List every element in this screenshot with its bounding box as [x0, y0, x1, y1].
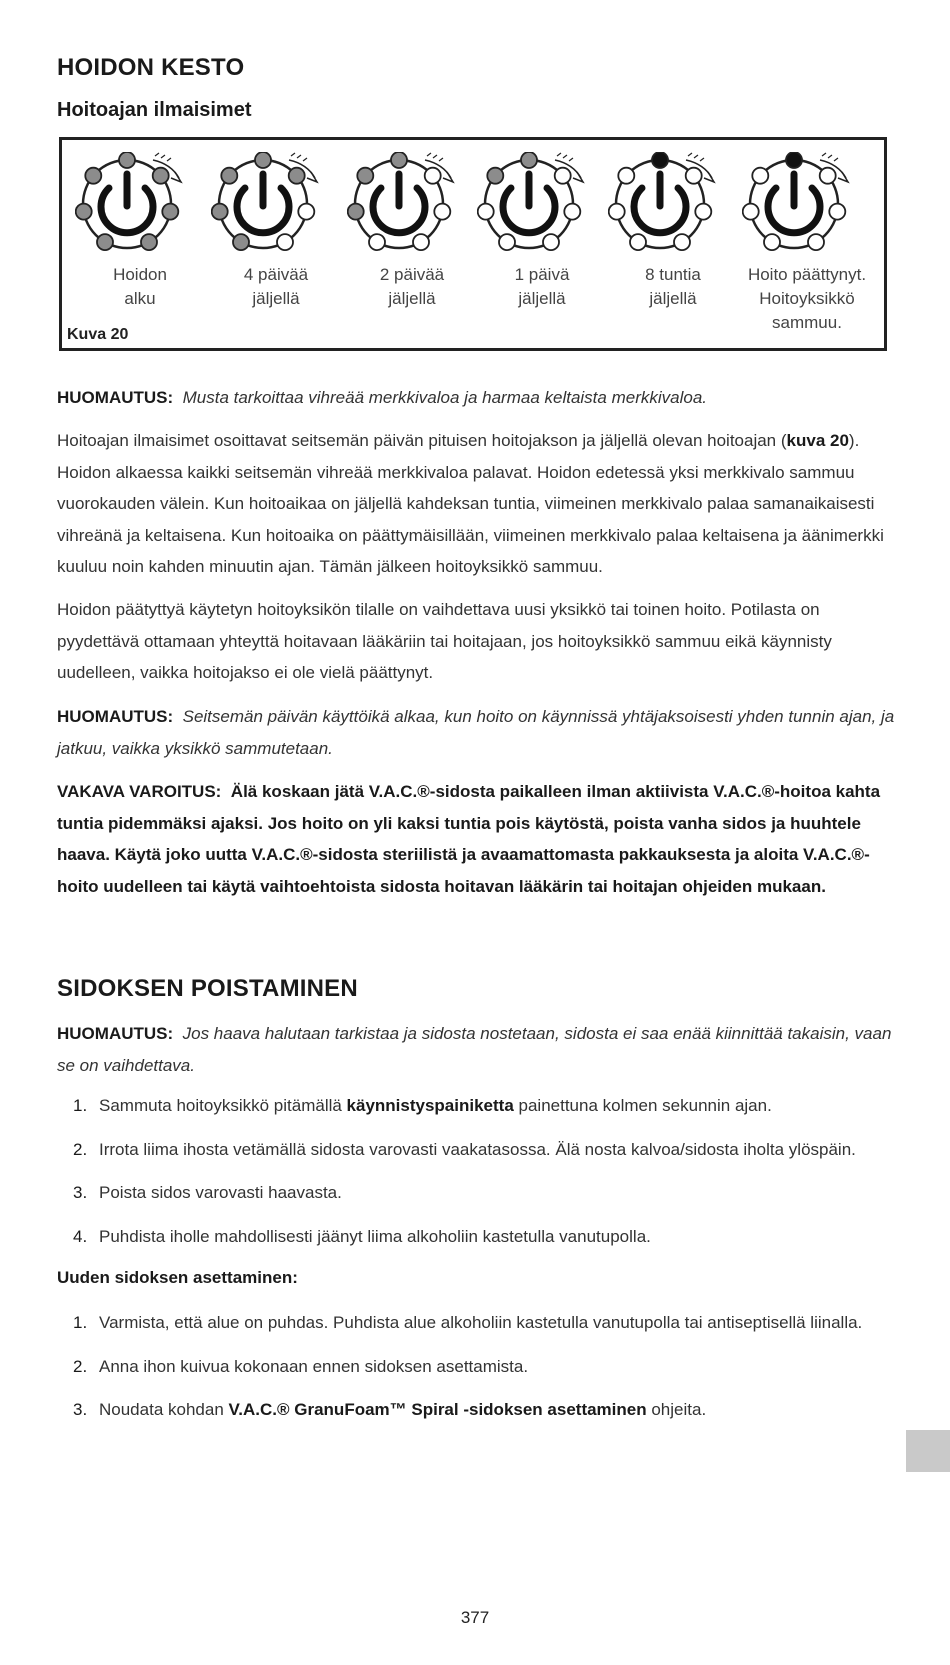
step-number: 3. [73, 1183, 88, 1202]
step-number: 2. [73, 1356, 88, 1376]
indicator-5 [605, 152, 741, 311]
indicator-4 [474, 152, 610, 311]
indicator-light [674, 234, 690, 250]
power-indicator-icon [211, 152, 341, 260]
indicator-label: 1 päivä jäljellä [514, 265, 570, 308]
indicator-light [521, 152, 537, 168]
subsection-title-indicators: Hoitoajan ilmaisimet [57, 99, 252, 121]
indicator-light [119, 152, 135, 168]
indicator-light [255, 152, 271, 168]
chapter-tab-marker [906, 1430, 950, 1472]
removal-steps-list [57, 1094, 897, 1268]
section-title-duration: HOIDON KESTO [57, 54, 245, 81]
step-number: 1. [73, 1096, 88, 1115]
note-recheck [57, 1018, 897, 1081]
subhead-new-dressing: Uuden sidoksen asettaminen: [57, 1268, 298, 1287]
step-number: 2. [73, 1139, 88, 1159]
power-indicator-icon [742, 152, 872, 260]
indicator-light [652, 152, 668, 168]
indicator-label: Hoidon alku [113, 265, 167, 308]
indicator-2 [208, 152, 344, 311]
emphasis: V.A.C.® GranuFoam™ Spiral -sidoksen asettaminen [228, 1400, 647, 1419]
serious-warning [57, 776, 897, 902]
section-title-removal: SIDOKSEN POISTAMINEN [57, 975, 358, 1002]
indicator-light [141, 234, 157, 250]
indicator-light [97, 234, 113, 250]
step-number: 4. [73, 1226, 88, 1246]
indicator-light [609, 204, 625, 220]
note-text: Musta tarkoittaa vihreää merkkivaloa ja harmaa keltaista merkkivaloa. [182, 388, 707, 407]
list-item: 1. Varmista, että alue on puhdas. Puhdista alue alkoholiin kastetulla vanutupolla tai antiseptisellä liinalla. [57, 1311, 897, 1355]
indicator-light [743, 204, 759, 220]
indicator-light [391, 152, 407, 168]
page-number: 377 [460, 1608, 490, 1627]
indicator-label: 8 tuntia jäljellä [645, 265, 701, 308]
indicator-light [434, 204, 450, 220]
figure-reference: kuva 20 [786, 431, 849, 450]
indicator-label: 2 päivää jäljellä [379, 265, 445, 308]
list-item: 3. Noudata kohdan V.A.C.® GranuFoam™ Spiral -sidoksen asettaminen ohjeita. [57, 1398, 897, 1442]
indicator-light [153, 168, 169, 184]
power-indicator-icon [75, 152, 205, 260]
list-item: 4. Puhdista iholle mahdollisesti jäänyt liima alkoholiin kastetulla vanutupolla. [57, 1225, 897, 1269]
indicator-label: Hoito päättynyt. Hoitoyksikkö sammuu. [747, 265, 867, 332]
indicator-light [478, 204, 494, 220]
list-item: 2. Anna ihon kuivua kokonaan ennen sidoksen asettamista. [57, 1355, 897, 1399]
note-label: HUOMAUTUS: [57, 1024, 174, 1043]
note-lifetime [57, 701, 897, 764]
paragraph-replacement: Hoidon päätyttyä käytetyn hoitoyksikön tilalle on vaihdettava uusi yksikkö tai toinen hoito. Potilasta on pyydettävä ottamaan yhteyttä hoitavaan lääkäriin tai hoitajaan, jos hoitoyksikkö sammuu eikä käynnisty uudelleen, vaikka hoitojakso ei ole vielä päättynyt. [57, 600, 832, 682]
power-indicator-icon [608, 152, 738, 260]
indicator-3 [344, 152, 480, 311]
list-item: 3. Poista sidos varovasti haavasta. [57, 1181, 897, 1225]
indicator-light [829, 204, 845, 220]
indicator-light [808, 234, 824, 250]
indicator-light [212, 204, 228, 220]
note-black-gray [57, 382, 897, 414]
paragraph-indicators: Hoitoajan ilmaisimet osoittavat seitsemän päivän pituisen hoitojakson ja jäljellä olevan hoitoajan (kuva 20). Hoidon alkaessa kaikki seitsemän vihreää merkkivaloa palavat. Hoidon edetessä yksi merkkivalo sammuu vuorokauden välein. Kun hoitoaikaa on jäljellä kahdeksan tuntia, viimeinen merkkivalo palaa samanaikaisesti vihreänä ja keltaisena. Kun hoitoaika on päättymäisillään, viimeinen merkkivalo palaa keltaisena ja äänimerkki kuuluu noin kahden minuutin ajan. Tämän jälkeen hoitoyksikkö sammuu. [57, 431, 884, 576]
indicator-light [357, 168, 373, 184]
emphasis: käynnistyspainiketta [346, 1096, 514, 1115]
indicator-light [413, 234, 429, 250]
indicator-light [555, 168, 571, 184]
indicator-light [348, 204, 364, 220]
indicator-label: 4 päivää jäljellä [243, 265, 309, 308]
indicator-6 [739, 152, 875, 335]
list-item: 2. Irrota liima ihosta vetämällä sidosta varovasti vaakatasossa. Älä nosta kalvoa/sidosta iholta ylöspäin. [57, 1138, 897, 1182]
indicator-light [369, 234, 385, 250]
step-number: 1. [73, 1313, 88, 1332]
indicator-light [298, 204, 314, 220]
list-item: 1. Sammuta hoitoyksikkö pitämällä käynnistyspainiketta painettuna kolmen sekunnin ajan. [57, 1094, 897, 1138]
indicator-light [221, 168, 237, 184]
new-dressing-steps-list [57, 1311, 897, 1442]
indicator-light [786, 152, 802, 168]
note-label: HUOMAUTUS: [57, 707, 174, 726]
note-text: Seitsemän päivän käyttöikä alkaa, kun hoito on käynnissä yhtäjaksoisesti yhden tunnin ajan, ja jatkuu, vaikka yksikkö sammutetaan. [57, 707, 895, 758]
indicator-light [76, 204, 92, 220]
indicator-light [618, 168, 634, 184]
power-indicator-icon [477, 152, 607, 260]
indicator-light [543, 234, 559, 250]
warning-label: VAKAVA VAROITUS: [57, 782, 222, 801]
note-label: HUOMAUTUS: [57, 388, 174, 407]
figure-20 [59, 137, 887, 351]
power-indicator-icon [347, 152, 477, 260]
indicator-light [233, 234, 249, 250]
indicator-light [695, 204, 711, 220]
indicator-1 [72, 152, 208, 311]
indicator-light [686, 168, 702, 184]
indicator-light [630, 234, 646, 250]
indicator-light [162, 204, 178, 220]
step-number: 3. [73, 1400, 88, 1419]
indicator-light [85, 168, 101, 184]
indicator-light [289, 168, 305, 184]
warning-text: Älä koskaan jätä V.A.C.®-sidosta paikalleen ilman aktiivista V.A.C.®-hoitoa kahta tuntia pidemmäksi ajaksi. Jos hoito on yli kaksi tuntia pois käytöstä, poista vanha sidos ja huuhtele haava. Käytä joko uutta V.A.C.®-sidosta steriilistä ja avaamattomasta pakkauksesta ja aloita V.A.C.®-hoito uudelleen tai käytä vaihtoehtoista sidosta hoitavan lääkärin tai hoitajan ohjeiden mukaan. [57, 782, 881, 896]
indicator-light [277, 234, 293, 250]
indicator-light [564, 204, 580, 220]
indicator-light [820, 168, 836, 184]
note-text: Jos haava halutaan tarkistaa ja sidosta nostetaan, sidosta ei saa enää kiinnittää takaisin, vaan se on vaihdettava. [57, 1024, 892, 1075]
figure-caption: Kuva 20 [67, 326, 129, 343]
indicator-light [764, 234, 780, 250]
indicator-light [425, 168, 441, 184]
indicator-light [499, 234, 515, 250]
indicator-light [487, 168, 503, 184]
indicator-light [752, 168, 768, 184]
